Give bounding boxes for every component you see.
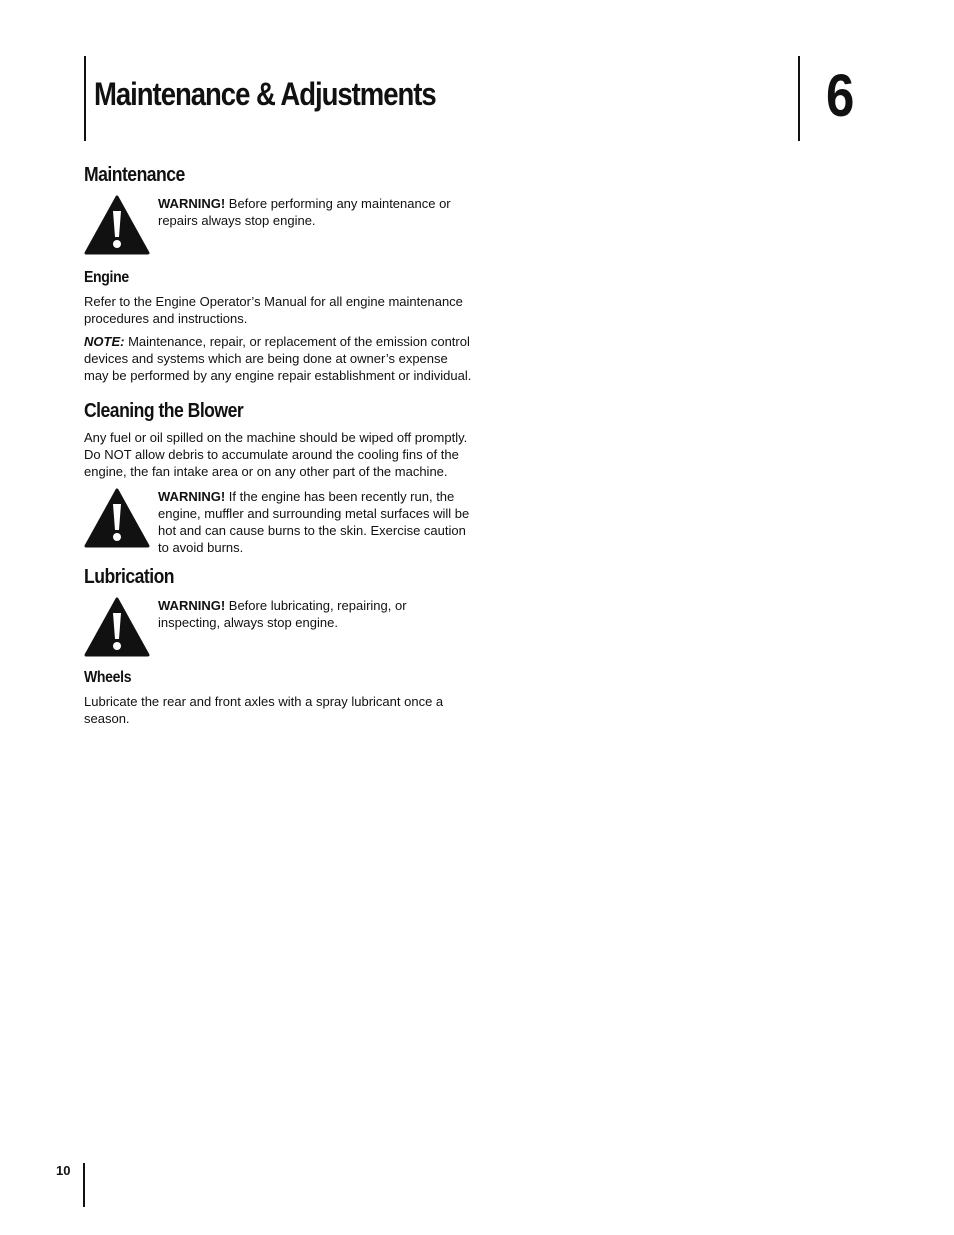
engine-text: Refer to the Engine Operator’s Manual for all engine maintenance procedures and instructions.	[84, 294, 463, 326]
cleaning-warning-text	[158, 488, 470, 556]
lubrication-warning-text	[158, 597, 470, 631]
warning-label: WARNING!	[158, 196, 226, 211]
warning-triangle-icon	[84, 488, 150, 548]
wheels-text: Lubricate the rear and front axles with a spray lubricant once a season.	[84, 694, 444, 726]
wheels-heading: Wheels	[84, 669, 132, 686]
cleaning-warning	[84, 488, 474, 556]
content-column	[84, 164, 474, 727]
chapter-number: 6	[826, 62, 855, 129]
engine-heading: Engine	[84, 269, 129, 286]
page-number: 10	[56, 1163, 71, 1178]
lubrication-heading: Lubrication	[84, 566, 175, 588]
maintenance-warning-text	[158, 195, 470, 229]
title-rule	[84, 56, 86, 141]
cleaning-text: Any fuel or oil spilled on the machine should be wiped off promptly. Do NOT allow debris to accumulate around the cooling fins of the engine, the fan intake area or on any other part of the machine.	[84, 430, 468, 479]
warning-triangle-icon	[84, 597, 150, 657]
warning-body: Before lubricating, repairing, or inspecting, always stop engine.	[158, 598, 407, 630]
chapter-rule	[798, 56, 800, 141]
warning-body: Before performing any maintenance or repairs always stop engine.	[158, 196, 451, 228]
note-paragraph	[84, 333, 474, 384]
warning-label: WARNING!	[158, 489, 226, 504]
warning-triangle-icon	[84, 195, 150, 255]
note-label: NOTE:	[84, 334, 125, 349]
page-title: Maintenance & Adjustments	[94, 76, 436, 112]
footer-rule	[83, 1163, 85, 1207]
warning-label: WARNING!	[158, 598, 226, 613]
lubrication-warning	[84, 597, 474, 657]
maintenance-heading: Maintenance	[84, 164, 185, 186]
maintenance-warning	[84, 195, 474, 255]
note-text: Maintenance, repair, or replacement of the emission control devices and systems which are being done at owner’s expense may be performed by any engine repair establishment or individual.	[84, 334, 472, 383]
warning-body: If the engine has been recently run, the engine, muffler and surrounding metal surfaces will be hot and can cause burns to the skin. Exercise caution to avoid burns.	[158, 489, 470, 555]
cleaning-heading: Cleaning the Blower	[84, 400, 244, 422]
